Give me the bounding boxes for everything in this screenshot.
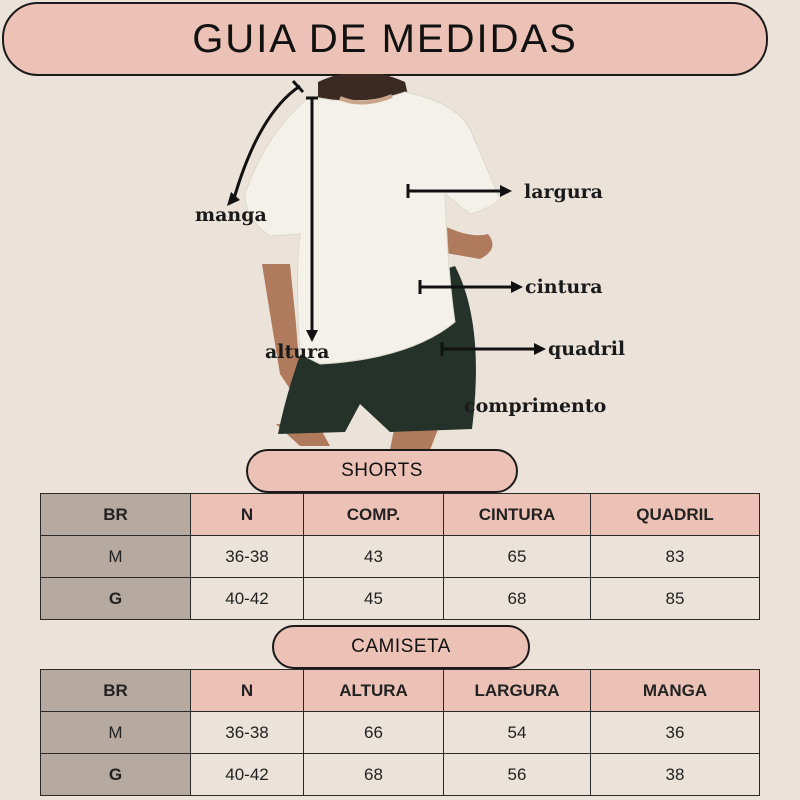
shorts-cell: 43 xyxy=(304,536,444,578)
shorts-size-m: M xyxy=(41,536,191,578)
camiseta-size-m: M xyxy=(41,712,191,754)
camiseta-cell: 68 xyxy=(304,754,444,796)
label-manga: manga xyxy=(195,204,267,226)
shorts-cell: 65 xyxy=(444,536,591,578)
label-cintura: cintura xyxy=(525,276,603,298)
camiseta-cell: 38 xyxy=(591,754,760,796)
camiseta-col-manga: MANGA xyxy=(591,670,760,712)
title-banner xyxy=(2,2,768,76)
shorts-cell: 36-38 xyxy=(191,536,304,578)
camiseta-table xyxy=(40,669,760,796)
shorts-cell: 68 xyxy=(444,578,591,620)
shorts-cell: 45 xyxy=(304,578,444,620)
label-altura: altura xyxy=(265,341,330,363)
table-row xyxy=(41,536,760,578)
shorts-heading-text: SHORTS xyxy=(341,460,423,481)
label-quadril: quadril xyxy=(548,338,626,360)
table-row xyxy=(41,754,760,796)
camiseta-header-row xyxy=(41,670,760,712)
shorts-col-br: BR xyxy=(41,494,191,536)
camiseta-cell: 36 xyxy=(591,712,760,754)
shorts-col-quadril: QUADRIL xyxy=(591,494,760,536)
shorts-heading xyxy=(246,449,518,493)
largura-arrowhead xyxy=(500,185,512,197)
measurement-figure xyxy=(0,74,800,450)
shorts-col-n: N xyxy=(191,494,304,536)
camiseta-cell: 66 xyxy=(304,712,444,754)
shorts-col-cintura: CINTURA xyxy=(444,494,591,536)
camiseta-col-n: N xyxy=(191,670,304,712)
shorts-header-row xyxy=(41,494,760,536)
camiseta-cell: 40-42 xyxy=(191,754,304,796)
shorts-cell: 83 xyxy=(591,536,760,578)
page-title: GUIA DE MEDIDAS xyxy=(192,16,578,61)
camiseta-size-g: G xyxy=(41,754,191,796)
camiseta-col-largura: LARGURA xyxy=(444,670,591,712)
shorts-table xyxy=(40,493,760,620)
table-row xyxy=(41,578,760,620)
table-row xyxy=(41,712,760,754)
camiseta-heading-text: CAMISETA xyxy=(351,636,451,657)
camiseta-cell: 36-38 xyxy=(191,712,304,754)
label-comprimento: comprimento xyxy=(464,395,607,417)
camiseta-col-altura: ALTURA xyxy=(304,670,444,712)
quadril-arrowhead xyxy=(534,343,546,355)
model-illustration xyxy=(0,74,800,450)
shorts-size-g: G xyxy=(41,578,191,620)
camiseta-col-br: BR xyxy=(41,670,191,712)
shorts-cell: 40-42 xyxy=(191,578,304,620)
camiseta-cell: 56 xyxy=(444,754,591,796)
label-largura: largura xyxy=(524,181,603,203)
shorts-col-comp: COMP. xyxy=(304,494,444,536)
cintura-arrowhead xyxy=(511,281,523,293)
camiseta-cell: 54 xyxy=(444,712,591,754)
shorts-cell: 85 xyxy=(591,578,760,620)
camiseta-heading xyxy=(272,625,530,669)
